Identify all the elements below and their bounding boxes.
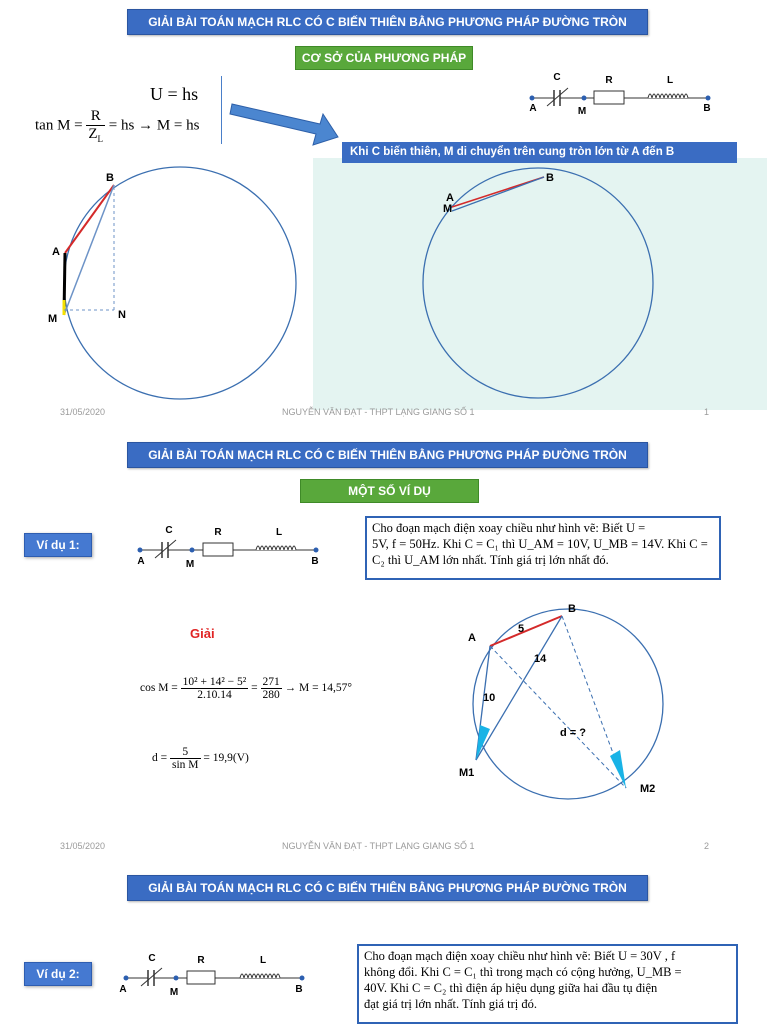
solution-label: Giải (190, 626, 215, 641)
diag2-label-b: B (546, 172, 554, 184)
circuit-label-l: L (275, 527, 283, 538)
equation-divider (221, 76, 222, 144)
equation-tan (35, 108, 199, 144)
circuit-diagram (128, 520, 328, 570)
slide-subtitle: CƠ SỞ CỦA PHƯƠNG PHÁP (295, 46, 473, 70)
problem-line: Cho đoạn mạch điện xoay chiều như hình vẽ: Biết U = 30V , f (364, 949, 676, 963)
diag3-label-m1: M1 (459, 767, 475, 779)
circuit-label-l: L (259, 955, 267, 966)
footer-author: NGUYỄN VĂN ĐẠT - THPT LẠNG GIANG SỐ 1 (282, 407, 475, 417)
circuit-label-m: M (169, 987, 179, 998)
circuit-label-m: M (577, 106, 587, 116)
circuit-label-l: L (666, 75, 674, 86)
diag3-seg-bm1: 14 (534, 653, 547, 665)
footer-page: 2 (704, 841, 710, 851)
diag1-label-b: B (106, 172, 114, 184)
eq-tan-lhs: tan M = (35, 117, 83, 134)
info-bar: Khi C biến thiên, M di chuyển trên cung tròn lớn từ A đến B (342, 142, 737, 163)
diag2-label-a: A (446, 192, 454, 204)
circuit-label-c: C (553, 72, 561, 83)
circle-diagram-left (40, 165, 310, 410)
circle-diagram-right (420, 165, 670, 410)
circuit-label-c: C (165, 525, 173, 536)
eq-tan-den: $Z_L$ (88, 126, 104, 144)
circuit-label-b: B (311, 556, 319, 567)
circuit-label-r: R (214, 527, 222, 538)
equation-u: U = hs (150, 84, 199, 104)
diag1-label-m: M (48, 313, 58, 325)
circuit-label-a: A (137, 556, 145, 567)
diag3-d-unknown: d = ? (560, 727, 586, 739)
diag3-seg-ab: 5 (518, 623, 525, 635)
circuit-diagram (114, 950, 314, 1000)
diag3-label-a: A (468, 632, 476, 644)
slide-title: GIẢI BÀI TOÁN MẠCH RLC CÓ C BIẾN THIÊN BẰNG PHƯƠNG PHÁP ĐƯỜNG TRÒN (127, 442, 648, 468)
equation-d: d = $\frac{5}{\text{sin M}}$ = 19,9(V) (152, 746, 249, 771)
circuit-label-b: B (703, 103, 711, 114)
footer-page: 1 (704, 407, 710, 417)
problem-box (365, 516, 721, 580)
circuit-label-a: A (529, 103, 537, 114)
example-label: Ví dụ 2: (24, 962, 92, 986)
diag2-label-m: M (443, 203, 453, 215)
circuit-label-r: R (197, 955, 205, 966)
problem-box (357, 944, 738, 1024)
circuit-label-c: C (148, 953, 156, 964)
eq-tan-rhs: = hs → M = hs (108, 117, 200, 134)
diag1-label-n: N (118, 309, 126, 321)
footer-author: NGUYỄN VĂN ĐẠT - THPT LẠNG GIANG SỐ 1 (282, 841, 475, 851)
diag3-seg-am1: 10 (483, 692, 496, 704)
slide-2 (0, 430, 768, 860)
slide-title: GIẢI BÀI TOÁN MẠCH RLC CÓ C BIẾN THIÊN BẰNG PHƯƠNG PHÁP ĐƯỜNG TRÒN (127, 9, 648, 35)
example-label: Ví dụ 1: (24, 533, 92, 557)
problem-line: 40V. Khi C = C₂ thì điện áp hiệu dụng giữa hai đầu tụ điện (364, 981, 658, 995)
circuit-diagram (520, 66, 720, 116)
eq-tan-fraction (86, 108, 105, 144)
slide-3 (0, 866, 768, 1024)
slide-1 (0, 0, 768, 425)
problem-line: Cho đoạn mạch điện xoay chiều như hình vẽ: Biết U = (372, 521, 646, 535)
footer-date: 31/05/2020 (60, 407, 106, 417)
diag1-label-a: A (52, 246, 60, 258)
arrow-right-icon (228, 94, 343, 149)
problem-line: không đổi. Khi C = C₁ thì trong mạch có cộng hưởng, U_MB = (364, 965, 682, 979)
circuit-label-a: A (119, 984, 127, 995)
circle-diagram-example (450, 600, 690, 830)
slide-subtitle: MỘT SỐ VÍ DỤ (300, 479, 479, 503)
circuit-label-m: M (185, 559, 195, 570)
diag3-label-b: B (568, 603, 576, 615)
diag3-label-m2: M2 (640, 783, 656, 795)
footer-date: 31/05/2020 (60, 841, 106, 851)
slide-title: GIẢI BÀI TOÁN MẠCH RLC CÓ C BIẾN THIÊN BẰNG PHƯƠNG PHÁP ĐƯỜNG TRÒN (127, 875, 648, 901)
equation-cos: cos M = $\frac{\text{10² + 14² − 5²}}{2.10.14}$ = $\frac{271}{280}$ → M = 14,57° (140, 676, 352, 701)
problem-line: C₂ thì U_AM lớn nhất. Tính giá trị lớn nhất đó. (372, 553, 609, 567)
circuit-label-r: R (605, 75, 613, 86)
problem-line: 5V, f = 50Hz. Khi C = C₁ thì U_AM = 10V, U_MB = 14V. Khi C = (372, 537, 708, 551)
problem-line: đạt giá trị lớn nhất. Tính giá trị đó. (364, 997, 538, 1011)
eq-tan-num: R (86, 108, 105, 126)
circuit-label-b: B (295, 984, 303, 995)
